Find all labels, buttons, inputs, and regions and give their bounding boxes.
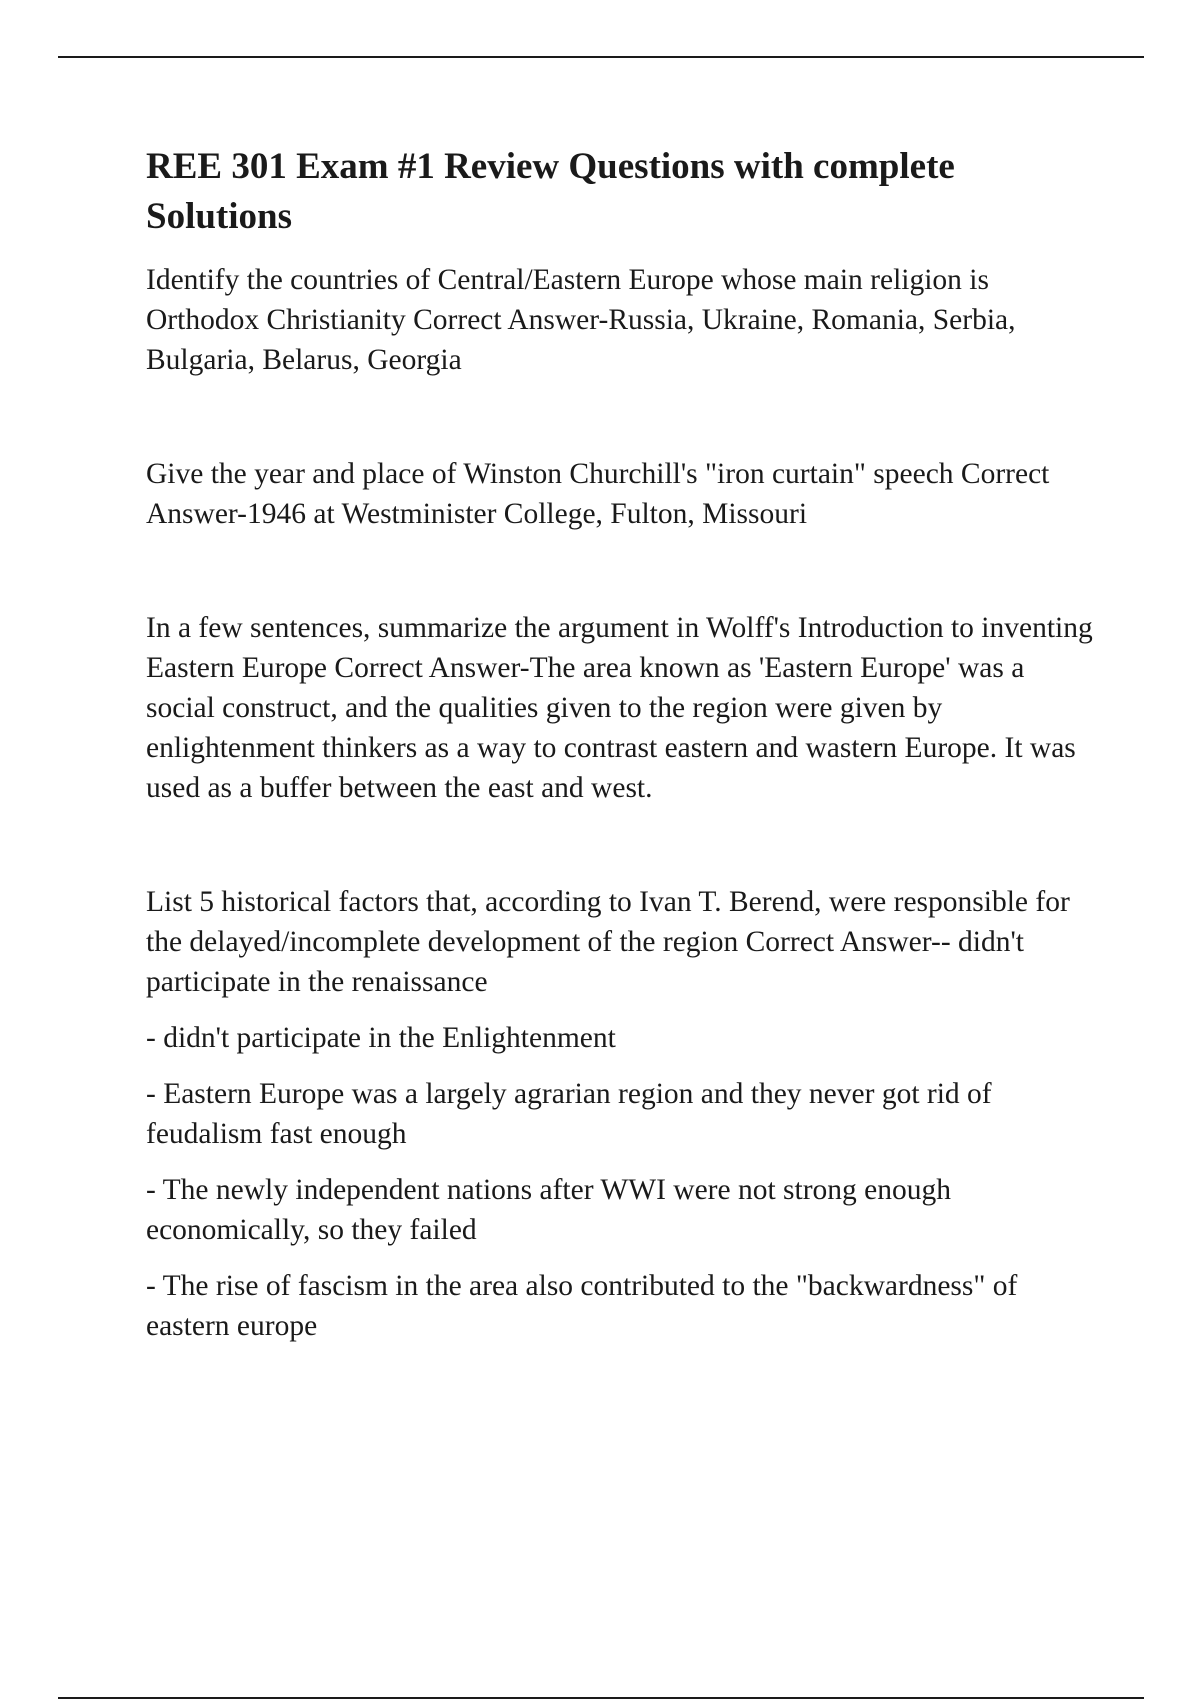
qa-entry-wolff-argument: In a few sentences, summarize the argument in Wolff's Introduction to inventing Eastern Europe Correct Answer-The area known as 'Eastern Europe' was a social construct, and the qualities given to the region were given by enlightenment thinkers as a way to contrast eastern and wastern Europe. It was used as a buffer between the east and west. xyxy=(146,612,1093,804)
qa-entry-orthodox-countries: Identify the countries of Central/Eastern Europe whose main religion is Orthodox Christianity Correct Answer-Russia, Ukraine, Romania, Serbia, Bulgaria, Belarus, Georgia xyxy=(146,264,1016,376)
document-body xyxy=(146,142,1096,1346)
document-title: REE 301 Exam #1 Review Questions with complete Solutions xyxy=(146,146,955,237)
bottom-rule xyxy=(58,1697,1144,1699)
top-rule xyxy=(58,56,1144,58)
list-item: - The newly independent nations after WWI were not strong enough economically, so they failed xyxy=(146,1174,951,1246)
qa-entry-iron-curtain-speech: Give the year and place of Winston Churchill's "iron curtain" speech Correct Answer-1946 at Westminister College, Fulton, Missouri xyxy=(146,458,1050,530)
list-item: - didn't participate in the Enlightenment xyxy=(146,1022,616,1054)
qa-entry-berend-factors: List 5 historical factors that, according to Ivan T. Berend, were responsible for the delayed/incomplete development of the region Correct Answer-- didn't participate in the renaissance xyxy=(146,886,1070,998)
list-item: - The rise of fascism in the area also contributed to the "backwardness" of eastern europe xyxy=(146,1270,1018,1342)
list-item: - Eastern Europe was a largely agrarian region and they never got rid of feudalism fast enough xyxy=(146,1078,992,1150)
